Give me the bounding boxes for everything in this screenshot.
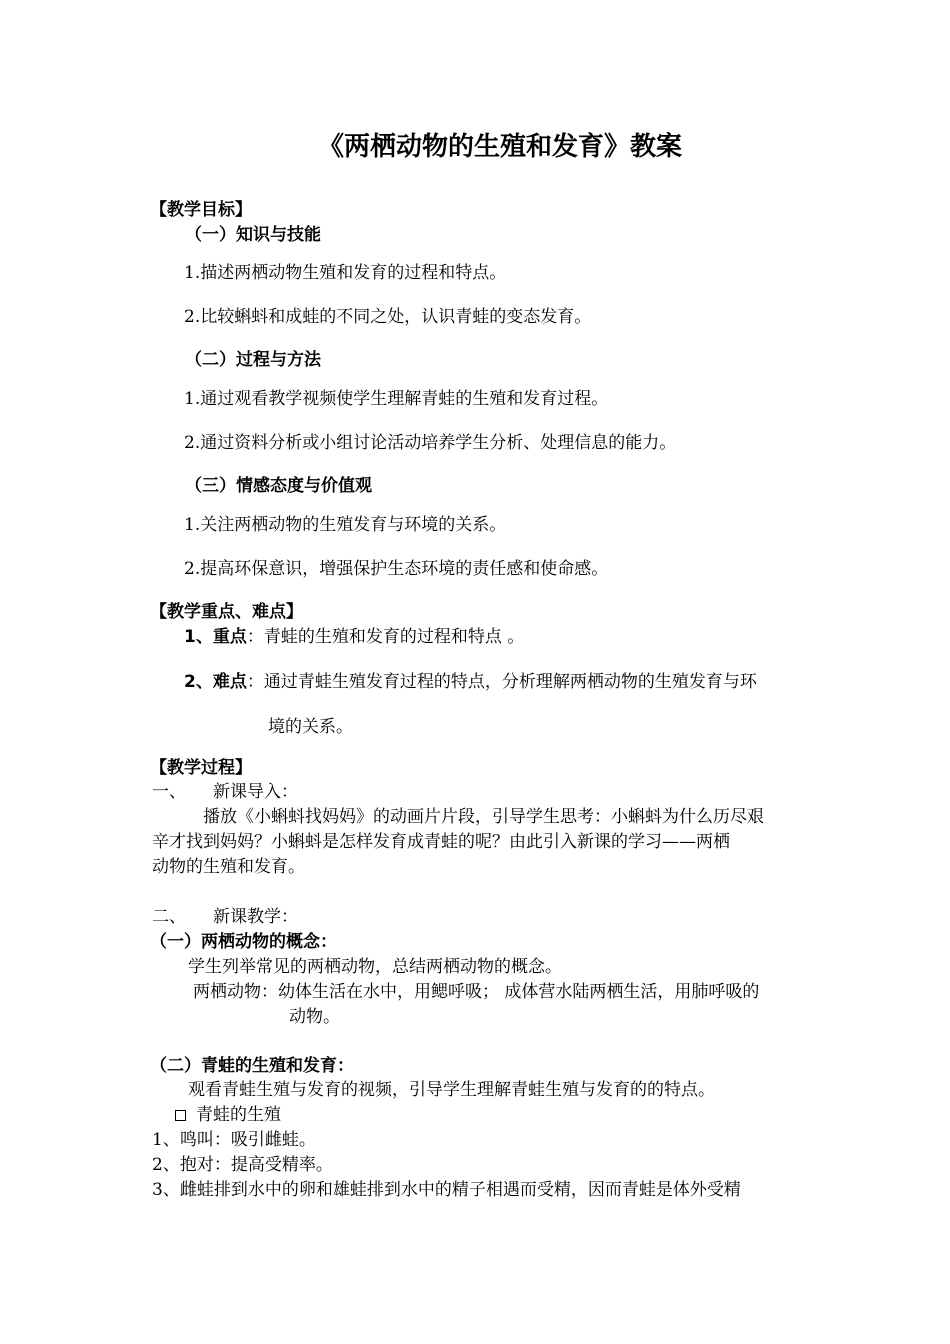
- checkbox-bullet-icon: [175, 1110, 186, 1121]
- goals-section-1-title: （一）知识与技能: [185, 225, 321, 245]
- goals-section-2-item: 2.通过资料分析或小组讨论活动培养学生分析、处理信息的能力。: [184, 433, 677, 453]
- part-2-title: 新课教学：: [213, 907, 298, 927]
- key-points-heading: 【教学重点、难点】: [150, 602, 303, 622]
- frog-section-heading: （二）青蛙的生殖和发育：: [150, 1056, 354, 1076]
- frog-reproduction-item: 1、鸣叫：吸引雌蛙。: [152, 1130, 316, 1150]
- goals-section-1-item: 2.比较蝌蚪和成蛙的不同之处，认识青蛙的变态发育。: [184, 307, 592, 327]
- concept-definition-continuation: 动物。: [289, 1007, 340, 1027]
- goals-section-3-item: 2.提高环保意识，增强保护生态环境的责任感和使命感。: [184, 559, 609, 579]
- frog-reproduction-item: 2、抱对：提高受精率。: [152, 1155, 333, 1175]
- goals-section-3-title: （三）情感态度与价值观: [185, 476, 372, 496]
- goals-section-3-item: 1.关注两栖动物的生殖发育与环境的关系。: [184, 515, 507, 535]
- part-1-paragraph-line: 播放《小蝌蚪找妈妈》的动画片片段，引导学生思考：小蝌蚪为什么历尽艰: [203, 807, 764, 827]
- goals-section-2-title: （二）过程与方法: [185, 350, 321, 370]
- part-1-number: 一、: [152, 782, 186, 802]
- frog-section-intro: 观看青蛙生殖与发育的视频，引导学生理解青蛙生殖与发育的的特点。: [188, 1080, 715, 1100]
- goals-section-1-item: 1.描述两栖动物生殖和发育的过程和特点。: [184, 263, 507, 283]
- goals-section-2-item: 1.通过观看教学视频使学生理解青蛙的生殖和发育过程。: [184, 389, 609, 409]
- part-1-paragraph-line: 辛才找到妈妈？小蝌蚪是怎样发育成青蛙的呢？由此引入新课的学习——两栖: [152, 832, 730, 852]
- concept-line: 学生列举常见的两栖动物，总结两栖动物的概念。: [188, 957, 562, 977]
- part-1-title: 新课导入：: [213, 782, 298, 802]
- part-2-number: 二、: [152, 907, 186, 927]
- document-title: 《两栖动物的生殖和发育》教案: [317, 132, 682, 162]
- key-point-1-text: ：青蛙的生殖和发育的过程和特点 。: [246, 627, 525, 647]
- goals-heading: 【教学目标】: [150, 200, 252, 220]
- concept-heading: （一）两栖动物的概念：: [150, 932, 337, 952]
- part-1-paragraph-line: 动物的生殖和发育。: [152, 857, 305, 877]
- key-point-2-text: ：通过青蛙生殖发育过程的特点，分析理解两栖动物的生殖发育与环: [246, 672, 757, 692]
- frog-reproduction-item: 3、雌蛙排到水中的卵和雄蛙排到水中的精子相遇而受精，因而青蛙是体外受精: [152, 1180, 741, 1200]
- frog-reproduction-label: 青蛙的生殖: [196, 1105, 281, 1125]
- key-point-1: [184, 626, 524, 648]
- key-point-2: [184, 671, 757, 693]
- concept-definition: 两栖动物：幼体生活在水中，用鳃呼吸； 成体营水陆两栖生活，用肺呼吸的: [193, 982, 760, 1002]
- frog-reproduction-bullet: [175, 1104, 281, 1126]
- key-point-2-continuation: 境的关系。: [268, 717, 353, 737]
- key-point-1-label: 1、重点: [184, 627, 247, 647]
- key-point-2-label: 2、难点: [184, 672, 247, 692]
- process-heading: 【教学过程】: [150, 758, 252, 778]
